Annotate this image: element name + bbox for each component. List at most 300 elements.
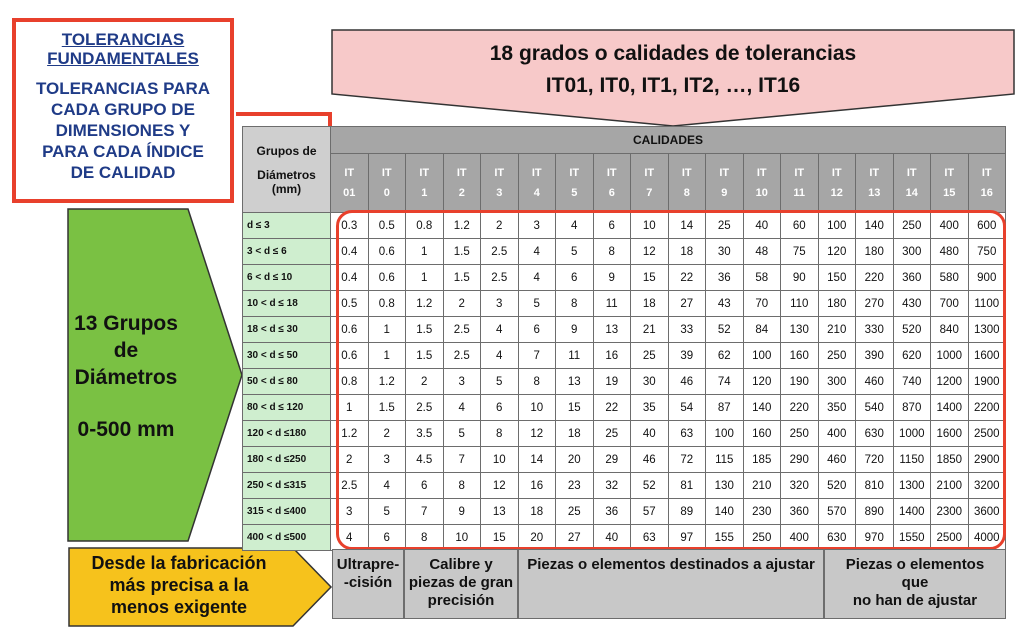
tolerance-value-cell: 2.5 xyxy=(481,265,519,291)
table-row xyxy=(243,213,1006,239)
it-column-header xyxy=(518,154,556,213)
tolerance-value-cell: 185 xyxy=(743,447,781,473)
tolerance-value-cell: 16 xyxy=(593,343,631,369)
tolerance-value-cell: 2500 xyxy=(931,525,969,551)
tolerance-value-cell: 1 xyxy=(368,343,406,369)
tolerance-value-cell: 58 xyxy=(743,265,781,291)
tolerance-value-cell: 40 xyxy=(631,421,669,447)
it-column-header xyxy=(593,154,631,213)
it-label: IT xyxy=(794,167,805,179)
tolerance-value-cell: 4 xyxy=(331,525,369,551)
tolerance-value-cell: 4 xyxy=(518,265,556,291)
tolerance-value-cell: 1.2 xyxy=(406,291,444,317)
tolerance-value-cell: 630 xyxy=(818,525,856,551)
category-line: que xyxy=(901,574,929,591)
tolerance-value-cell: 74 xyxy=(706,369,744,395)
green-line: 13 Grupos xyxy=(74,312,178,335)
tolerance-value-cell: 9 xyxy=(443,499,481,525)
it-number: 10 xyxy=(755,187,768,199)
category-line: -cisión xyxy=(343,574,393,591)
tolerance-value-cell: 2200 xyxy=(968,395,1006,421)
it-number: 7 xyxy=(646,187,653,199)
tolerance-value-cell: 14 xyxy=(518,447,556,473)
tolerance-value-cell: 7 xyxy=(406,499,444,525)
tolerance-value-cell: 1550 xyxy=(893,525,931,551)
tolerance-value-cell: 1000 xyxy=(931,343,969,369)
tolerance-value-cell: 1300 xyxy=(893,473,931,499)
tolerance-value-cell: 3 xyxy=(481,291,519,317)
tolerance-value-cell: 22 xyxy=(668,265,706,291)
tolerance-value-cell: 4 xyxy=(443,395,481,421)
tolerance-value-cell: 3 xyxy=(518,213,556,239)
it-number: 11 xyxy=(793,187,806,199)
table-row xyxy=(243,525,1006,551)
header-line: Grupos de xyxy=(256,143,317,158)
tolerance-value-cell: 8 xyxy=(593,239,631,265)
tolerance-value-cell: 570 xyxy=(818,499,856,525)
tolerance-value-cell: 7 xyxy=(518,343,556,369)
tolerance-value-cell: 0.5 xyxy=(331,291,369,317)
tolerance-value-cell: 100 xyxy=(706,421,744,447)
tolerance-value-cell: 580 xyxy=(931,265,969,291)
header-line: Diámetros xyxy=(257,167,316,182)
tolerance-value-cell: 18 xyxy=(668,239,706,265)
tolerance-value-cell: 120 xyxy=(818,239,856,265)
category-ultraprecision xyxy=(332,549,404,619)
tolerance-value-cell: 15 xyxy=(556,395,594,421)
tolerance-value-cell: 20 xyxy=(518,525,556,551)
tolerance-value-cell: 115 xyxy=(706,447,744,473)
diameter-range-cell: 18 < d ≤ 30 xyxy=(243,317,331,343)
tolerance-value-cell: 81 xyxy=(668,473,706,499)
tolerance-value-cell: 36 xyxy=(593,499,631,525)
tolerance-value-cell: 180 xyxy=(818,291,856,317)
it-number: 9 xyxy=(721,187,728,199)
tolerance-value-cell: 600 xyxy=(968,213,1006,239)
table-row xyxy=(243,499,1006,525)
tolerance-value-cell: 7 xyxy=(443,447,481,473)
tolerance-value-cell: 46 xyxy=(668,369,706,395)
tolerance-value-cell: 1.5 xyxy=(443,239,481,265)
tolerance-value-cell: 460 xyxy=(856,369,894,395)
tolerance-value-cell: 0.6 xyxy=(368,265,406,291)
tolerance-value-cell: 2500 xyxy=(968,421,1006,447)
tolerance-value-cell: 1.5 xyxy=(406,317,444,343)
tolerance-value-cell: 54 xyxy=(668,395,706,421)
it-column-header xyxy=(668,154,706,213)
tolerance-value-cell: 5 xyxy=(481,369,519,395)
title-heading-line2: FUNDAMENTALES xyxy=(47,49,199,68)
banner-text xyxy=(330,38,1016,102)
tolerance-value-cell: 13 xyxy=(593,317,631,343)
tolerance-value-cell: 12 xyxy=(518,421,556,447)
tolerance-value-cell: 390 xyxy=(856,343,894,369)
yellow-line: Desde la fabricación xyxy=(91,553,267,573)
tolerance-value-cell: 330 xyxy=(856,317,894,343)
tolerance-value-cell: 840 xyxy=(931,317,969,343)
tolerance-value-cell: 3 xyxy=(443,369,481,395)
it-label: IT xyxy=(569,167,580,179)
tolerance-value-cell: 1.2 xyxy=(443,213,481,239)
table-row xyxy=(243,265,1006,291)
tolerance-value-cell: 150 xyxy=(818,265,856,291)
tolerance-value-cell: 1.5 xyxy=(406,343,444,369)
tolerance-value-cell: 220 xyxy=(856,265,894,291)
tolerance-value-cell: 620 xyxy=(893,343,931,369)
tolerance-value-cell: 3600 xyxy=(968,499,1006,525)
diameter-range-cell: 400 < d ≤500 xyxy=(243,525,331,551)
tolerance-value-cell: 2 xyxy=(331,447,369,473)
tolerance-value-cell: 250 xyxy=(893,213,931,239)
tolerance-value-cell: 12 xyxy=(631,239,669,265)
tolerance-value-cell: 870 xyxy=(893,395,931,421)
table-row xyxy=(243,473,1006,499)
yellow-arrow-text xyxy=(72,552,286,618)
tolerance-value-cell: 160 xyxy=(743,421,781,447)
it-column-header xyxy=(406,154,444,213)
tolerance-value-cell: 1 xyxy=(406,265,444,291)
category-line: no han de ajustar xyxy=(852,592,978,609)
tolerance-value-cell: 1850 xyxy=(931,447,969,473)
tolerance-value-cell: 8 xyxy=(556,291,594,317)
tolerance-value-cell: 39 xyxy=(668,343,706,369)
it-column-header xyxy=(556,154,594,213)
green-arrow-text xyxy=(66,310,186,391)
tolerance-value-cell: 8 xyxy=(406,525,444,551)
header-line: (mm) xyxy=(271,181,302,196)
it-label: IT xyxy=(981,167,992,179)
tolerance-value-cell: 740 xyxy=(893,369,931,395)
table-row xyxy=(243,369,1006,395)
tolerance-value-cell: 1400 xyxy=(931,395,969,421)
diameter-range-cell: 30 < d ≤ 50 xyxy=(243,343,331,369)
tolerance-value-cell: 25 xyxy=(706,213,744,239)
diameter-range-cell: 250 < d ≤315 xyxy=(243,473,331,499)
category-line: piezas de gran xyxy=(408,574,514,591)
it-column-header xyxy=(443,154,481,213)
tolerance-value-cell: 52 xyxy=(631,473,669,499)
tolerance-value-cell: 12 xyxy=(481,473,519,499)
tolerance-value-cell: 1200 xyxy=(931,369,969,395)
tolerance-value-cell: 0.4 xyxy=(331,239,369,265)
tolerance-value-cell: 2 xyxy=(368,421,406,447)
tolerance-value-cell: 750 xyxy=(968,239,1006,265)
tolerance-value-cell: 155 xyxy=(706,525,744,551)
tolerance-value-cell: 350 xyxy=(818,395,856,421)
tolerance-value-cell: 75 xyxy=(781,239,819,265)
category-line: Piezas o elementos xyxy=(845,556,985,573)
tolerance-value-cell: 2 xyxy=(443,291,481,317)
tolerance-value-cell: 1000 xyxy=(893,421,931,447)
tolerance-value-cell: 35 xyxy=(631,395,669,421)
tolerance-value-cell: 22 xyxy=(593,395,631,421)
tolerance-value-cell: 63 xyxy=(631,525,669,551)
tolerance-value-cell: 320 xyxy=(781,473,819,499)
tolerance-value-cell: 2100 xyxy=(931,473,969,499)
tolerance-value-cell: 1.2 xyxy=(368,369,406,395)
table-row xyxy=(243,317,1006,343)
tolerance-value-cell: 0.8 xyxy=(406,213,444,239)
tolerance-value-cell: 27 xyxy=(556,525,594,551)
diameter-range-cell: 10 < d ≤ 18 xyxy=(243,291,331,317)
tolerance-value-cell: 3200 xyxy=(968,473,1006,499)
tolerance-value-cell: 400 xyxy=(781,525,819,551)
it-column-header xyxy=(706,154,744,213)
tolerance-value-cell: 1600 xyxy=(968,343,1006,369)
tolerance-value-cell: 220 xyxy=(781,395,819,421)
it-number: 3 xyxy=(496,187,503,199)
tolerance-value-cell: 360 xyxy=(893,265,931,291)
tolerance-value-cell: 9 xyxy=(593,265,631,291)
tolerance-value-cell: 97 xyxy=(668,525,706,551)
tolerance-value-cell: 4 xyxy=(368,473,406,499)
tolerance-value-cell: 1400 xyxy=(893,499,931,525)
yellow-line: más precisa a la xyxy=(109,575,249,595)
tolerance-value-cell: 10 xyxy=(481,447,519,473)
tolerance-value-cell: 300 xyxy=(818,369,856,395)
tolerance-value-cell: 1.5 xyxy=(368,395,406,421)
diameter-range-cell: 80 < d ≤ 120 xyxy=(243,395,331,421)
diameter-range-cell: 120 < d ≤180 xyxy=(243,421,331,447)
it-number: 1 xyxy=(421,187,428,199)
tolerance-value-cell: 16 xyxy=(518,473,556,499)
green-line: de xyxy=(113,339,139,362)
tolerance-value-cell: 0.8 xyxy=(368,291,406,317)
tolerance-value-cell: 400 xyxy=(931,213,969,239)
tolerance-value-cell: 0.6 xyxy=(331,317,369,343)
tolerance-value-cell: 30 xyxy=(706,239,744,265)
category-line: Piezas o elementos destinados a ajustar xyxy=(527,556,815,573)
it-column-header xyxy=(631,154,669,213)
tolerance-value-cell: 8 xyxy=(443,473,481,499)
it-number: 0 xyxy=(383,187,390,199)
tolerance-value-cell: 2.5 xyxy=(481,239,519,265)
tolerance-value-cell: 21 xyxy=(631,317,669,343)
it-number: 01 xyxy=(343,187,356,199)
tolerance-value-cell: 480 xyxy=(931,239,969,265)
tolerance-value-cell: 520 xyxy=(818,473,856,499)
diameter-group-header xyxy=(243,127,331,213)
it-label: IT xyxy=(869,167,880,179)
it-number: 16 xyxy=(980,187,993,199)
tolerance-value-cell: 13 xyxy=(481,499,519,525)
tolerance-value-cell: 40 xyxy=(743,213,781,239)
tolerance-value-cell: 40 xyxy=(593,525,631,551)
tolerance-value-cell: 5 xyxy=(518,291,556,317)
tolerance-value-cell: 900 xyxy=(968,265,1006,291)
tolerance-value-cell: 1 xyxy=(368,317,406,343)
green-range: 0-500 mm xyxy=(77,418,175,441)
tolerance-value-cell: 720 xyxy=(856,447,894,473)
tolerance-value-cell: 0.5 xyxy=(368,213,406,239)
tolerance-value-cell: 6 xyxy=(593,213,631,239)
diameter-range-cell: d ≤ 3 xyxy=(243,213,331,239)
tolerance-value-cell: 32 xyxy=(593,473,631,499)
tolerance-value-cell: 1900 xyxy=(968,369,1006,395)
table-row xyxy=(243,447,1006,473)
tolerance-table xyxy=(242,126,1006,551)
tolerance-value-cell: 63 xyxy=(668,421,706,447)
tolerance-value-cell: 4 xyxy=(556,213,594,239)
tolerance-value-cell: 130 xyxy=(781,317,819,343)
title-box xyxy=(12,18,234,203)
tolerance-value-cell: 52 xyxy=(706,317,744,343)
tolerance-value-cell: 250 xyxy=(743,525,781,551)
it-number: 13 xyxy=(868,187,881,199)
title-subtext xyxy=(16,78,230,183)
tolerance-value-cell: 18 xyxy=(631,291,669,317)
yellow-line: menos exigente xyxy=(110,597,248,617)
banner-line1: 18 grados o calidades de tolerancias xyxy=(489,42,857,65)
title-heading-line1: TOLERANCIAS xyxy=(61,30,185,49)
tolerance-value-cell: 2 xyxy=(406,369,444,395)
tolerance-value-cell: 6 xyxy=(556,265,594,291)
tolerance-value-cell: 43 xyxy=(706,291,744,317)
tolerance-value-cell: 700 xyxy=(931,291,969,317)
it-label: IT xyxy=(831,167,842,179)
tolerance-value-cell: 140 xyxy=(706,499,744,525)
it-label: IT xyxy=(381,167,392,179)
tolerance-value-cell: 100 xyxy=(743,343,781,369)
it-label: IT xyxy=(494,167,505,179)
tolerance-value-cell: 10 xyxy=(518,395,556,421)
tolerance-value-cell: 10 xyxy=(443,525,481,551)
tolerance-value-cell: 84 xyxy=(743,317,781,343)
tolerance-value-cell: 360 xyxy=(781,499,819,525)
it-column-header xyxy=(968,154,1006,213)
it-column-header xyxy=(743,154,781,213)
tolerance-value-cell: 6 xyxy=(481,395,519,421)
tolerance-value-cell: 890 xyxy=(856,499,894,525)
table-row xyxy=(243,421,1006,447)
diameter-range-cell: 180 < d ≤250 xyxy=(243,447,331,473)
tolerance-value-cell: 10 xyxy=(631,213,669,239)
tolerance-value-cell: 3.5 xyxy=(406,421,444,447)
tolerance-value-cell: 25 xyxy=(593,421,631,447)
tolerance-value-cell: 9 xyxy=(556,317,594,343)
tolerance-value-cell: 27 xyxy=(668,291,706,317)
tolerance-value-cell: 130 xyxy=(706,473,744,499)
tolerance-value-cell: 14 xyxy=(668,213,706,239)
it-number: 15 xyxy=(943,187,956,199)
tolerance-value-cell: 160 xyxy=(781,343,819,369)
tolerance-value-cell: 0.4 xyxy=(331,265,369,291)
tolerance-value-cell: 57 xyxy=(631,499,669,525)
it-label: IT xyxy=(906,167,917,179)
tolerance-value-cell: 230 xyxy=(743,499,781,525)
tolerance-value-cell: 4 xyxy=(481,317,519,343)
banner-line2: IT01, IT0, IT1, IT2, …, IT16 xyxy=(545,74,801,97)
it-column-header xyxy=(893,154,931,213)
tolerance-value-cell: 62 xyxy=(706,343,744,369)
tolerance-value-cell: 630 xyxy=(856,421,894,447)
tolerance-value-cell: 89 xyxy=(668,499,706,525)
it-column-header xyxy=(856,154,894,213)
calidades-banner xyxy=(330,28,1016,128)
tolerance-value-cell: 290 xyxy=(781,447,819,473)
tolerance-value-cell: 1 xyxy=(331,395,369,421)
tolerance-value-cell: 2.5 xyxy=(406,395,444,421)
tolerance-value-cell: 430 xyxy=(893,291,931,317)
tolerance-value-cell: 5 xyxy=(368,499,406,525)
tolerance-value-cell: 0.3 xyxy=(331,213,369,239)
diameter-range-cell: 315 < d ≤400 xyxy=(243,499,331,525)
tolerance-value-cell: 210 xyxy=(818,317,856,343)
it-column-header xyxy=(781,154,819,213)
it-label: IT xyxy=(606,167,617,179)
it-label: IT xyxy=(531,167,542,179)
tolerance-value-cell: 1100 xyxy=(968,291,1006,317)
tolerance-value-cell: 4.5 xyxy=(406,447,444,473)
it-number: 4 xyxy=(533,187,540,199)
it-label: IT xyxy=(419,167,430,179)
tolerance-value-cell: 4000 xyxy=(968,525,1006,551)
tolerance-value-cell: 33 xyxy=(668,317,706,343)
tolerance-value-cell: 18 xyxy=(518,499,556,525)
it-number: 2 xyxy=(458,187,465,199)
tolerance-value-cell: 0.8 xyxy=(331,369,369,395)
diameter-range-cell: 3 < d ≤ 6 xyxy=(243,239,331,265)
tolerance-value-cell: 250 xyxy=(818,343,856,369)
calidades-header: CALIDADES xyxy=(331,127,1006,154)
tolerance-value-cell: 140 xyxy=(743,395,781,421)
tolerance-value-cell: 18 xyxy=(556,421,594,447)
tolerance-value-cell: 810 xyxy=(856,473,894,499)
tolerance-value-cell: 20 xyxy=(556,447,594,473)
tolerance-value-cell: 6 xyxy=(368,525,406,551)
it-column-header xyxy=(481,154,519,213)
title-sub-line: CADA GRUPO DE xyxy=(51,100,195,119)
tolerance-value-cell: 30 xyxy=(631,369,669,395)
it-number: 8 xyxy=(683,187,690,199)
tolerance-value-cell: 48 xyxy=(743,239,781,265)
tolerance-value-cell: 6 xyxy=(518,317,556,343)
tolerance-value-cell: 4 xyxy=(481,343,519,369)
tolerance-value-cell: 1.5 xyxy=(443,265,481,291)
it-number: 12 xyxy=(830,187,843,199)
tolerance-value-cell: 210 xyxy=(743,473,781,499)
tolerance-value-cell: 250 xyxy=(781,421,819,447)
tolerance-value-cell: 100 xyxy=(818,213,856,239)
tolerance-value-cell: 270 xyxy=(856,291,894,317)
tolerance-value-cell: 8 xyxy=(481,421,519,447)
tolerance-value-cell: 3 xyxy=(331,499,369,525)
category-ajustar xyxy=(518,549,824,619)
tolerance-value-cell: 6 xyxy=(406,473,444,499)
title-sub-line: DE CALIDAD xyxy=(70,163,176,182)
tolerance-value-cell: 970 xyxy=(856,525,894,551)
tolerance-value-cell: 1300 xyxy=(968,317,1006,343)
tolerance-value-cell: 29 xyxy=(593,447,631,473)
table-row xyxy=(243,395,1006,421)
title-sub-line: PARA CADA ÍNDICE xyxy=(42,142,204,161)
tolerance-value-cell: 2300 xyxy=(931,499,969,525)
tolerance-value-cell: 13 xyxy=(556,369,594,395)
it-label: IT xyxy=(644,167,655,179)
it-label: IT xyxy=(756,167,767,179)
category-line: Ultrapre- xyxy=(336,556,400,573)
it-label: IT xyxy=(681,167,692,179)
tolerance-value-cell: 300 xyxy=(893,239,931,265)
tolerance-value-cell: 15 xyxy=(631,265,669,291)
it-label: IT xyxy=(344,167,355,179)
tolerance-value-cell: 400 xyxy=(818,421,856,447)
tolerance-value-cell: 1.2 xyxy=(331,421,369,447)
title-sub-line: DIMENSIONES Y xyxy=(55,121,191,140)
tolerance-value-cell: 36 xyxy=(706,265,744,291)
title-heading xyxy=(16,30,230,68)
tolerance-value-cell: 8 xyxy=(518,369,556,395)
